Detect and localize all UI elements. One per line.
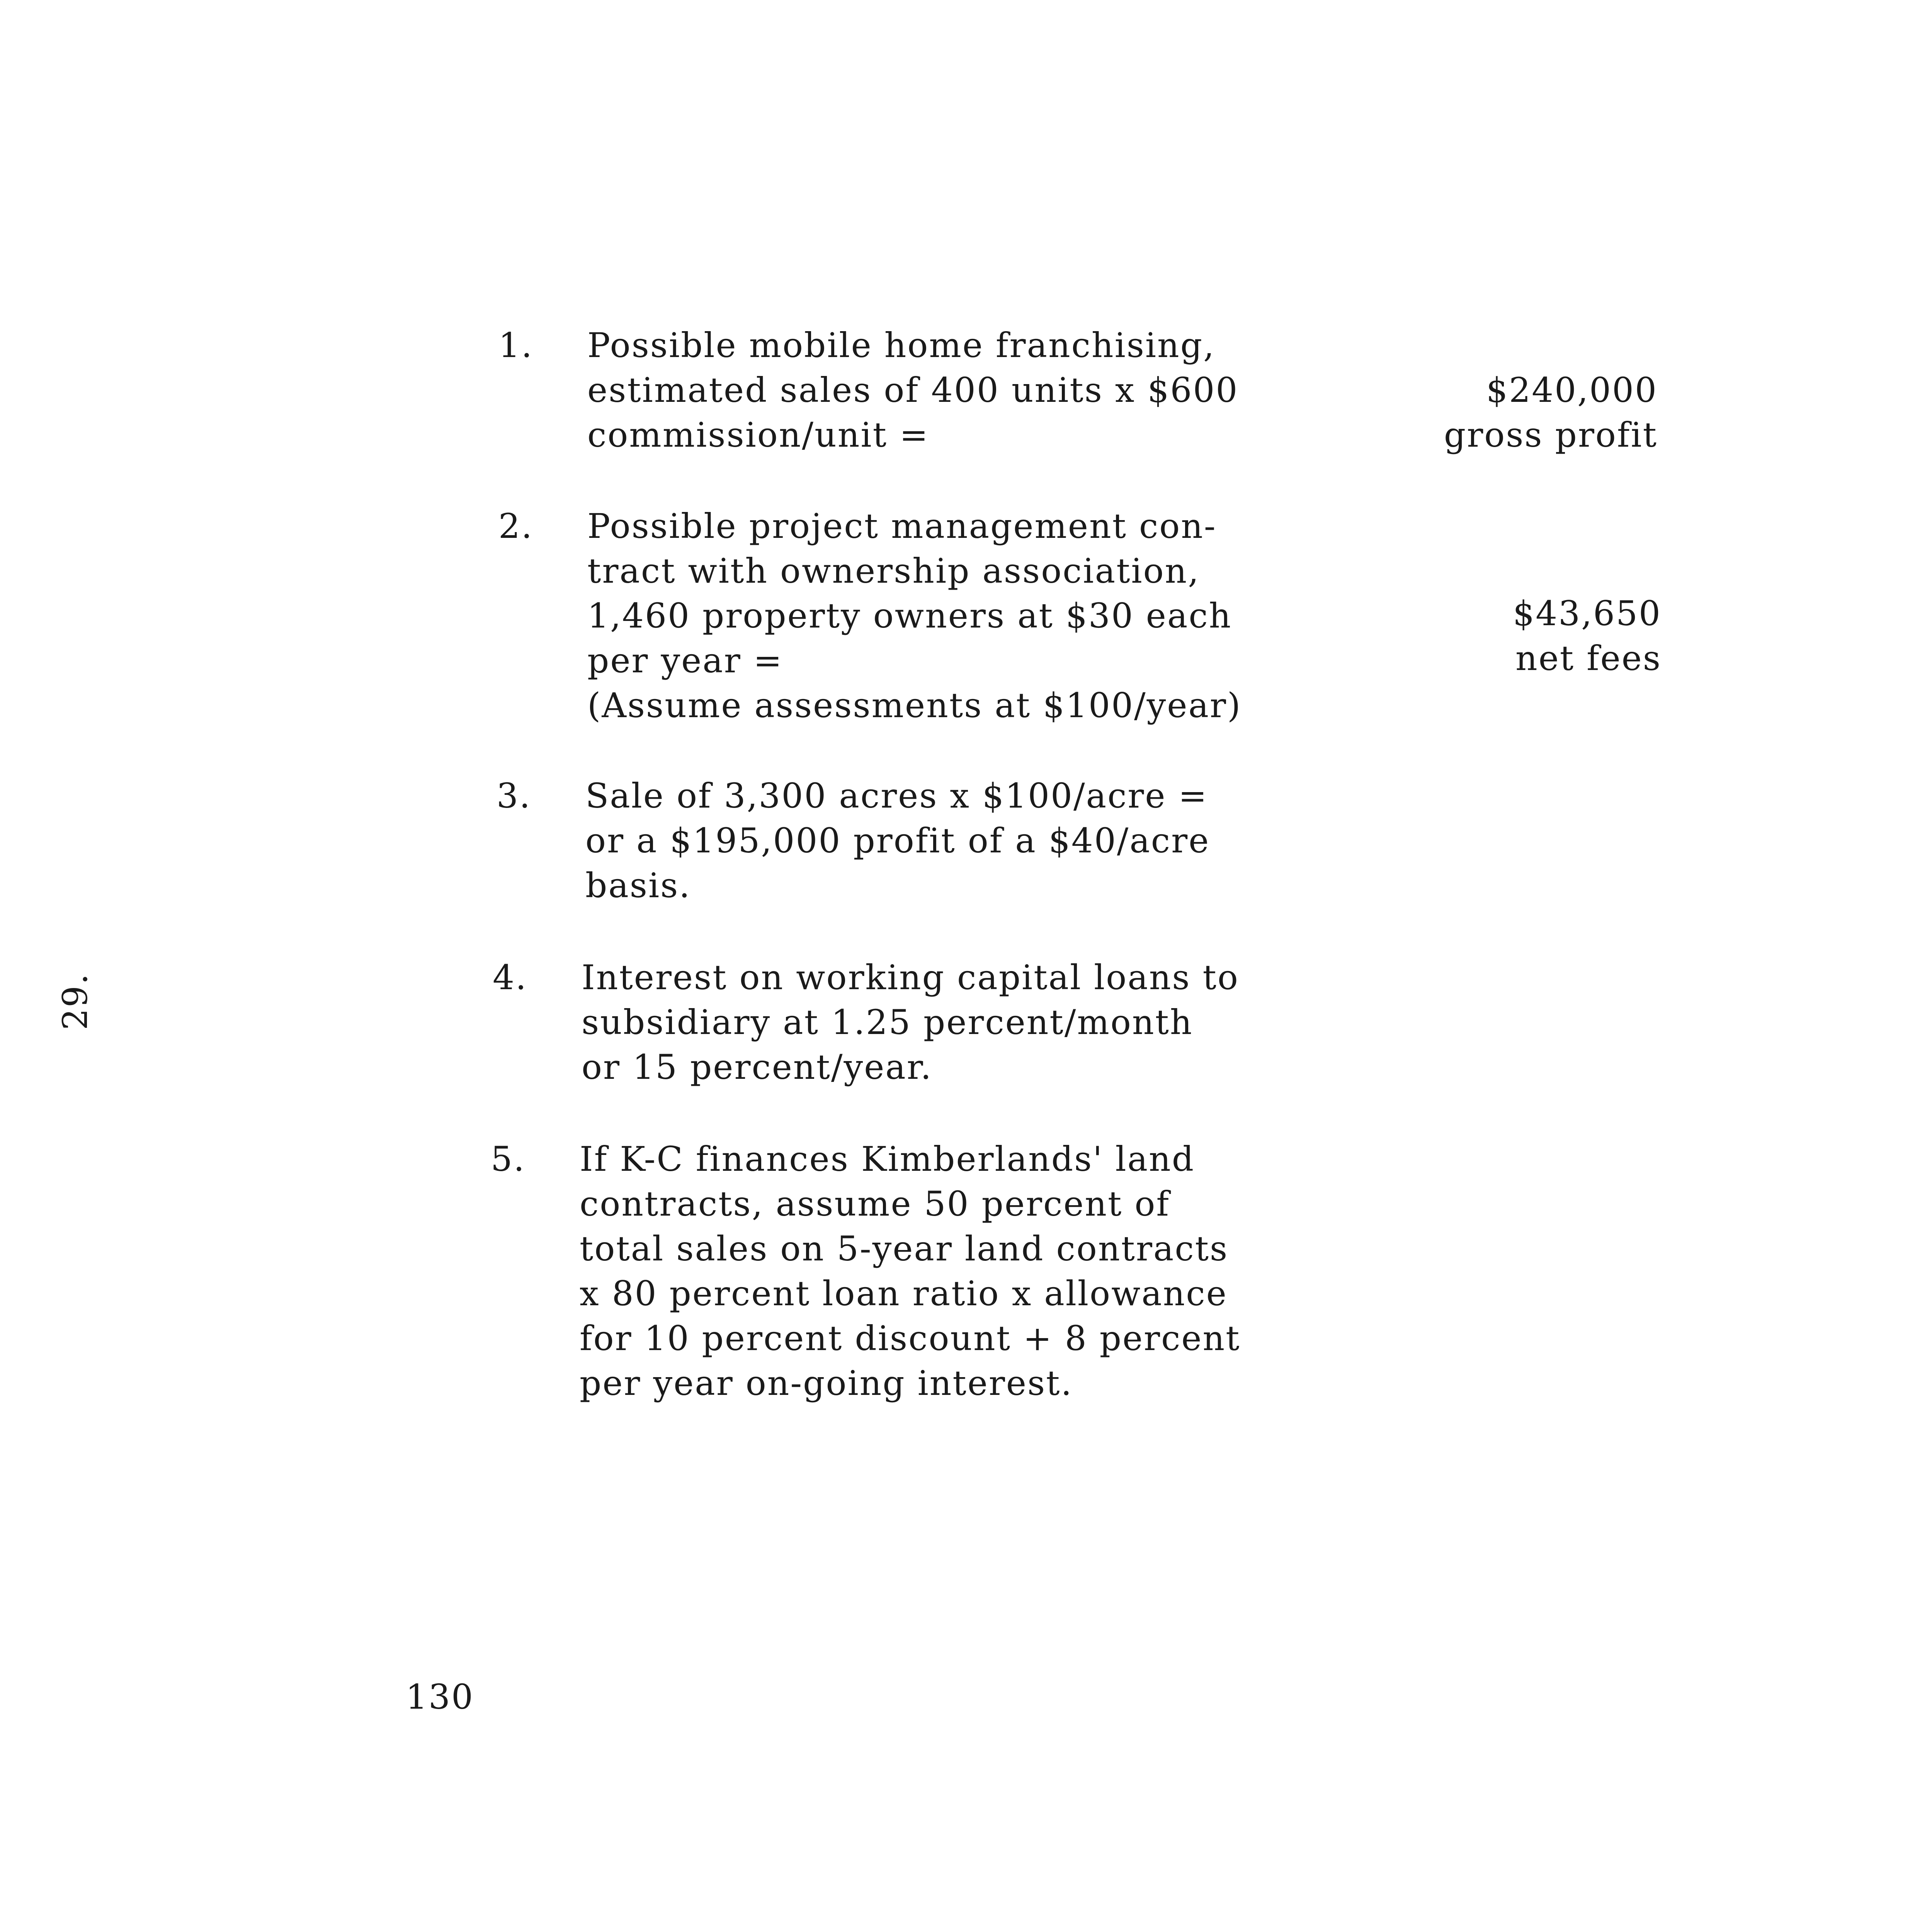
item-number: 5. [491,1139,526,1179]
item-line: (Assume assessments at $100/year) [587,685,1242,725]
amount-label: gross profit [1444,415,1658,455]
amount-value: $43,650 [1513,594,1662,633]
item-line: per year on-going interest. [580,1363,1073,1403]
item-line: If K-C finances Kimberlands' land [580,1139,1195,1179]
item-number: 4. [493,957,527,997]
amount-label: net fees [1515,638,1662,678]
item-line: 1,460 property owners at $30 each [587,596,1232,636]
side-number: 29. [55,973,95,1030]
item-number: 3. [497,776,531,816]
item-line: for 10 percent discount + 8 percent [580,1318,1241,1358]
item-text [580,1137,1241,1406]
item-line: basis. [585,866,691,905]
item-line: Sale of 3,300 acres x $100/acre = [585,776,1208,816]
item-line: Possible mobile home franchising, [587,325,1216,365]
page-number: 130 [406,1677,474,1717]
amount-value: $240,000 [1486,370,1658,410]
item-line: total sales on 5-year land contracts [580,1229,1229,1269]
item-line: subsidiary at 1.25 percent/month [582,1002,1193,1042]
item-line: or 15 percent/year. [582,1047,933,1087]
item-line: estimated sales of 400 units x $600 [587,370,1239,410]
item-line: per year = [587,641,783,680]
item-text [582,955,1239,1090]
item-number: 1. [498,325,533,365]
item-line: or a $195,000 profit of a $40/acre [585,821,1210,861]
amount-1 [1444,368,1658,457]
item-line: x 80 percent loan ratio x allowance [580,1274,1228,1313]
item-line: tract with ownership association, [587,551,1200,591]
item-text [587,504,1242,728]
amount-2 [1513,591,1662,681]
item-line: contracts, assume 50 percent of [580,1184,1170,1224]
item-line: commission/unit = [587,415,929,455]
item-text [585,774,1210,908]
item-number: 2. [498,506,533,546]
item-line: Interest on working capital loans to [582,957,1239,997]
item-line: Possible project management con- [587,506,1217,546]
item-text [587,323,1238,457]
